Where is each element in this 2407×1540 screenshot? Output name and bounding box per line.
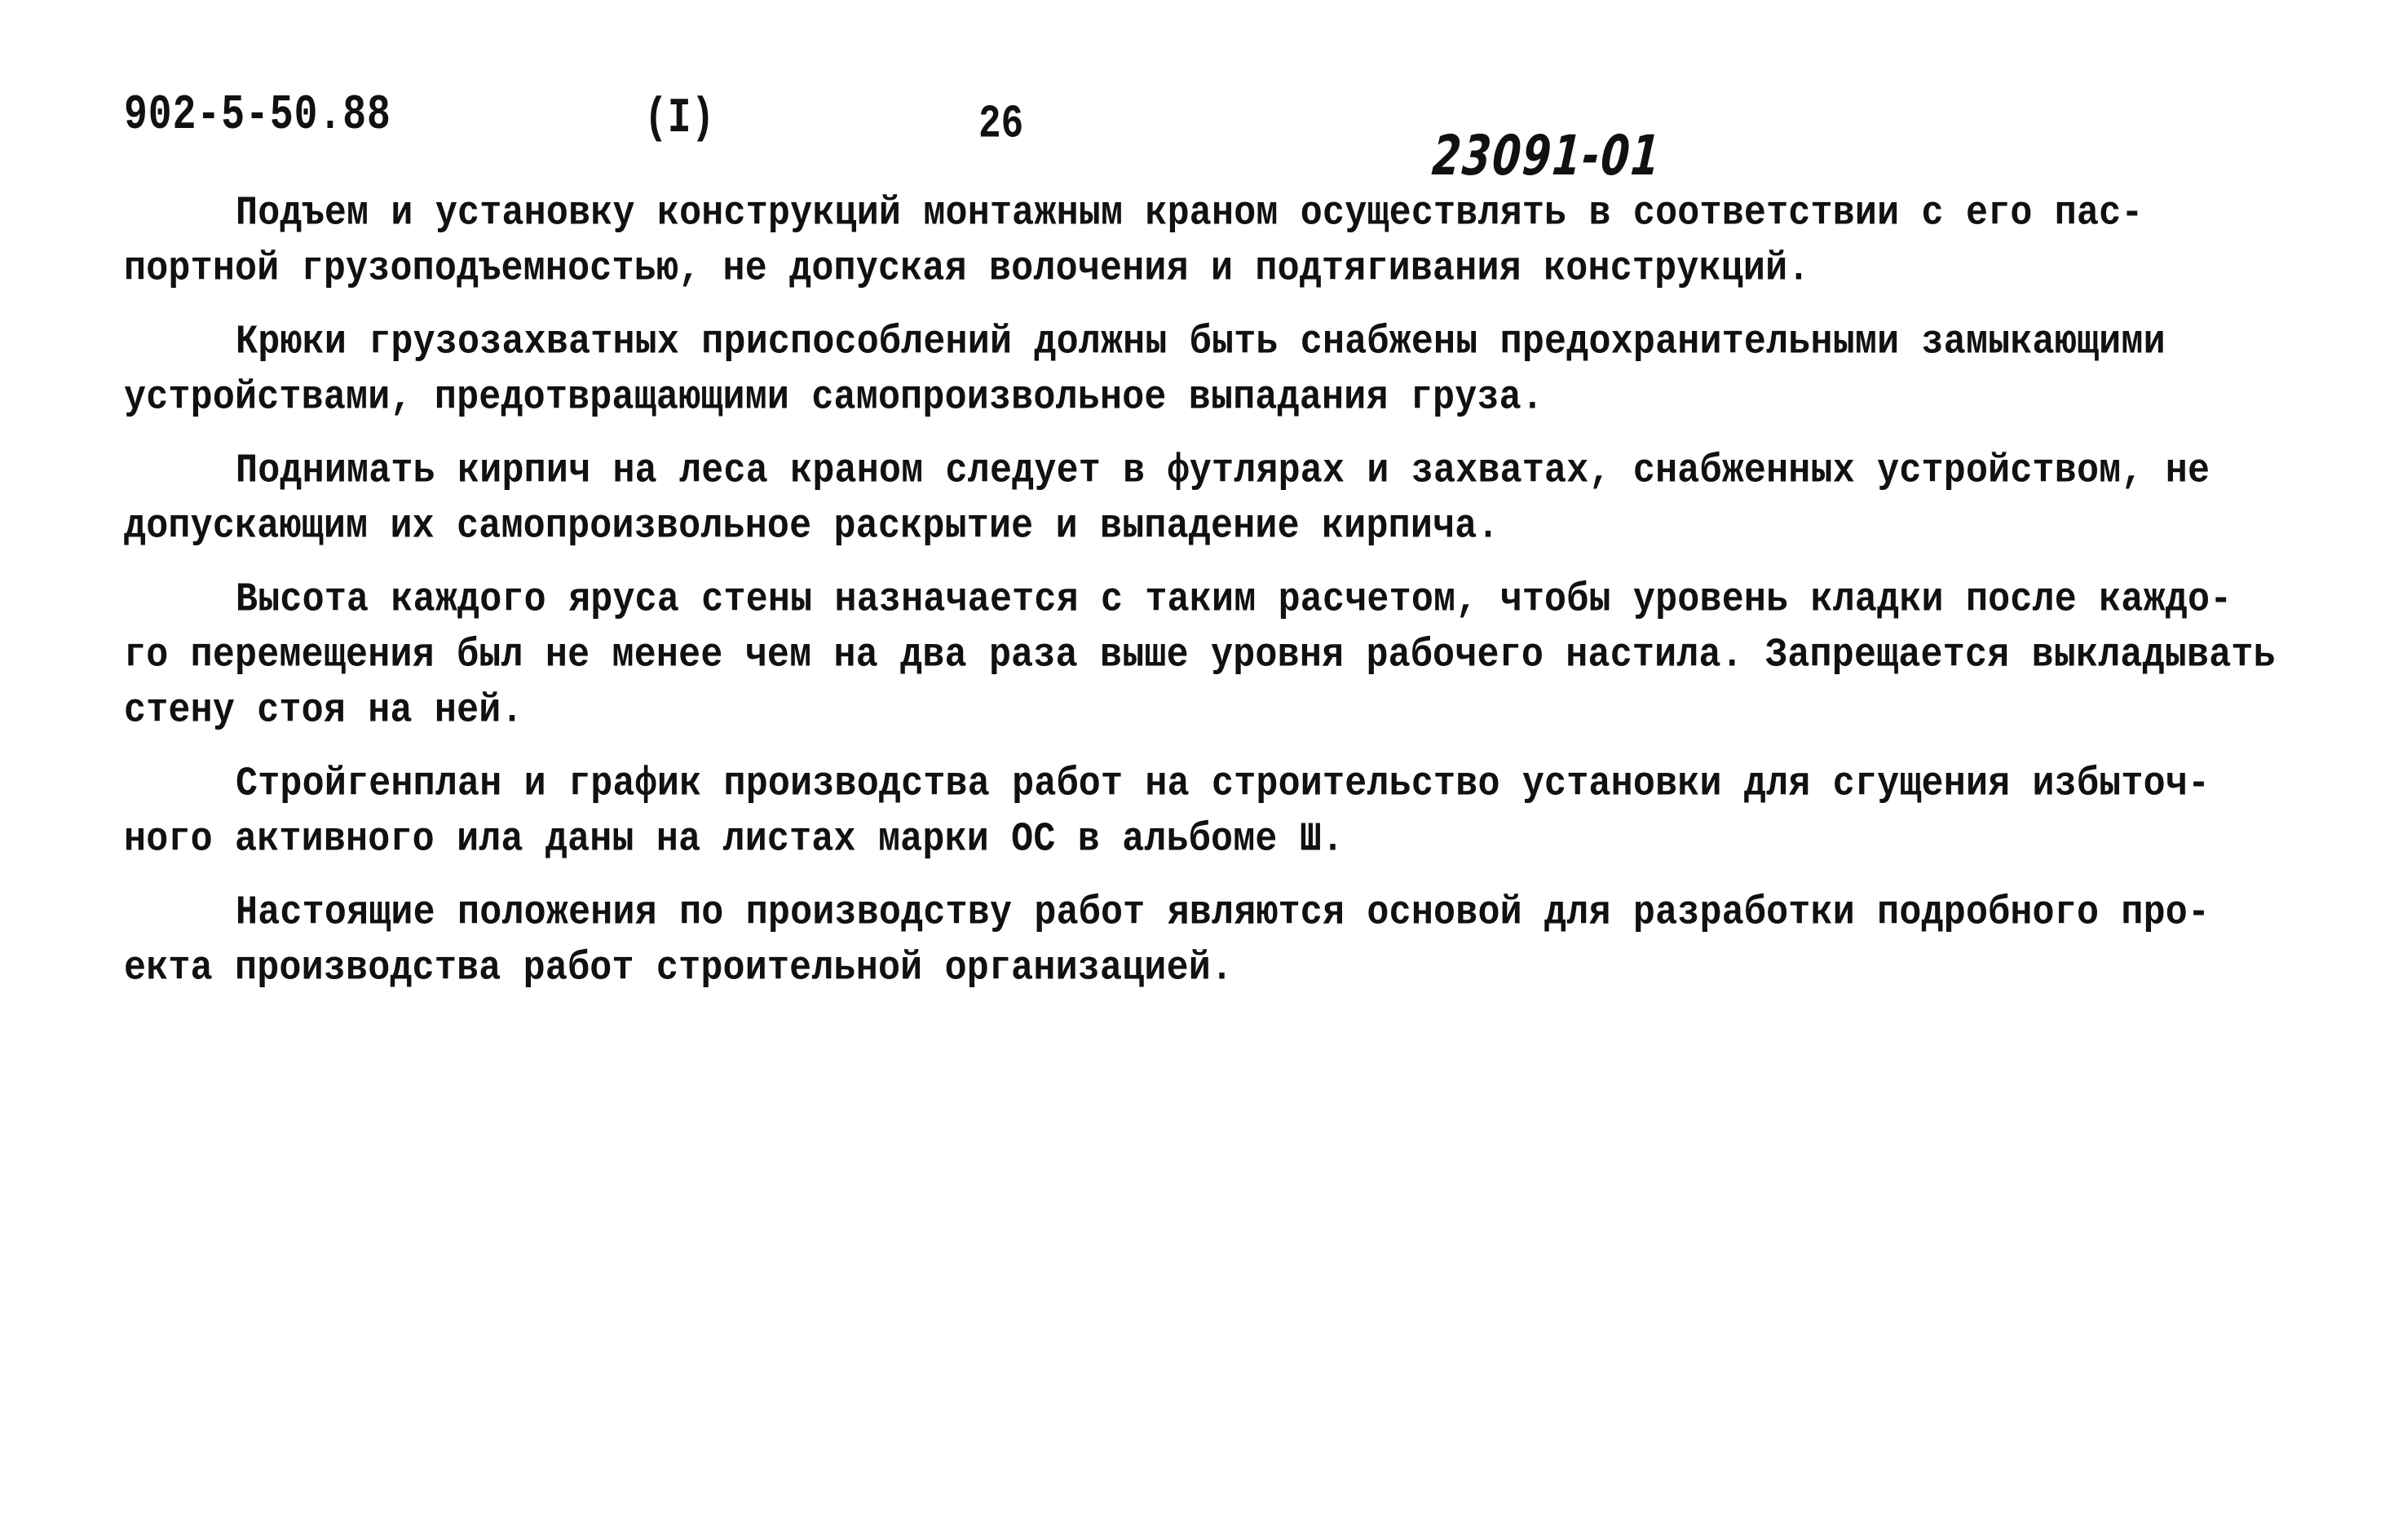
text-line: Высота каждого яруса стены назначается с таким расчетом, чтобы уровень кладки после каждо-	[236, 576, 2233, 623]
text-line: ного активного ила даны на листах марки ОС в альбоме Ш.	[124, 815, 1345, 863]
text-line: Крюки грузозахватных приспособлений должны быть снабжены предохранительными замыкающими	[236, 318, 2166, 365]
text-line: екта производства работ строительной организацией.	[124, 944, 1234, 991]
text-line: Настоящие положения по производству работ являются основой для разработки подробного про-	[236, 889, 2210, 936]
paragraph-brick-lifting	[124, 443, 2309, 554]
text-line: допускающим их самопроизвольное раскрытие и выпадение кирпича.	[124, 502, 1499, 549]
paragraph-site-plan	[124, 757, 2309, 867]
document-body	[124, 186, 2309, 1014]
inventory-stamp: 23091-01	[1429, 124, 1664, 188]
paragraph-project-basis	[124, 885, 2309, 996]
text-line: портной грузоподъемностью, не допуская волочения и подтягивания конструкций.	[124, 245, 1810, 292]
document-code: 902-5-50.88	[124, 88, 391, 143]
paragraph-wall-tier-height	[124, 572, 2309, 739]
text-line: Стройгенплан и график производства работ на строительство установки для сгущения избыточ-	[236, 760, 2210, 807]
text-line: Поднимать кирпич на леса краном следует в футлярах и захватах, снабженных устройством, не	[236, 447, 2210, 494]
text-line: Подъем и установку конструкций монтажным краном осуществлять в соответствии с его пас-	[236, 189, 2144, 236]
paragraph-hooks	[124, 315, 2309, 426]
text-line: стену стоя на ней.	[124, 686, 523, 734]
text-line: устройствами, предотвращающими самопроизвольное выпадания груза.	[124, 373, 1544, 421]
text-line: го перемещения был не менее чем на два раза выше уровня рабочего настила. Запрещается выкладывать	[124, 631, 2276, 678]
paragraph-crane-lifting	[124, 186, 2309, 297]
volume-number: (I)	[644, 91, 715, 147]
page-number: 26	[978, 98, 1024, 151]
